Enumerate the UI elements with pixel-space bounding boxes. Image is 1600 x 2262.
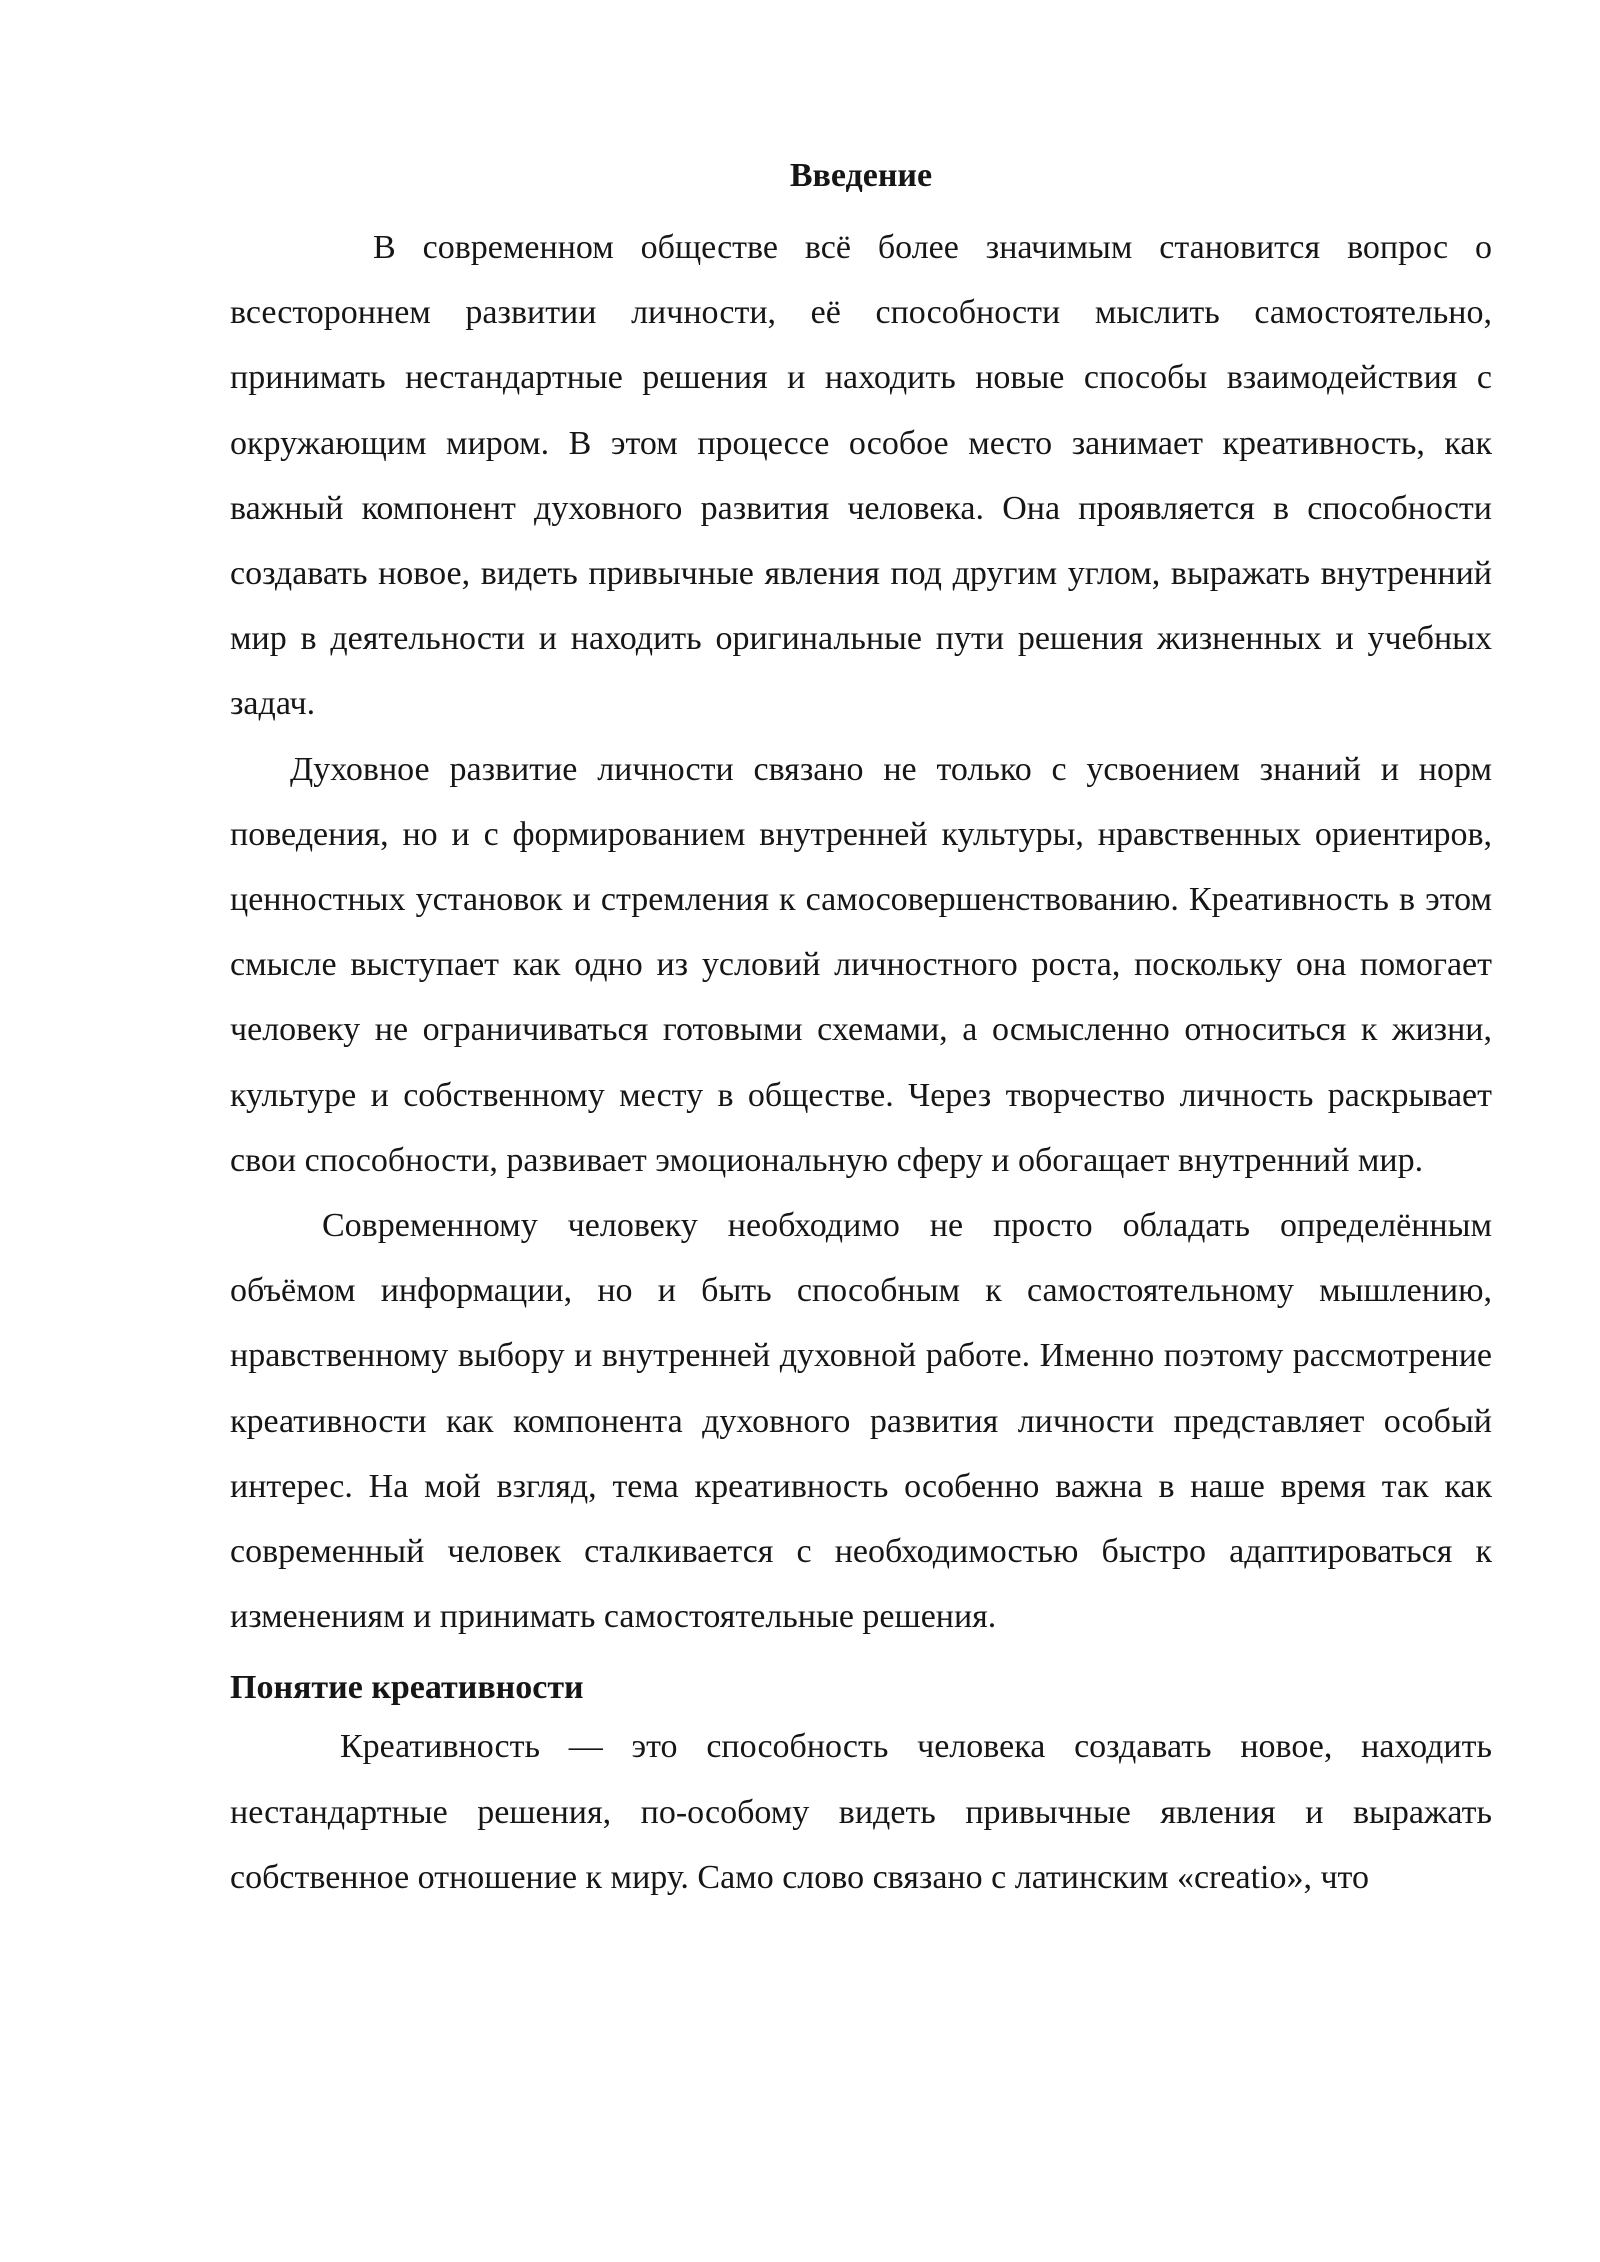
intro-paragraph-1: В современном обществе всё более значимым становится вопрос о всестороннем развитии личности, её способности мыслить самостоятельно, принимать нестандартные решения и находить новые способы взаимодействия с окружающим миром. В этом процессе особое место занимает креативность, как важный компонент духовного развития человека. Она проявляется в способности создавать новое, видеть привычные явления под другим углом, выражать внутренний мир в деятельности и находить оригинальные пути решения жизненных и учебных задач.	[230, 229, 1492, 723]
intro-paragraph-2: Духовное развитие личности связано не только с усвоением знаний и норм поведения, но и с формированием внутренней культуры, нравственных ориентиров, ценностных установок и стремления к самосовершенствованию. Креативность в этом смысле выступает как одно из условий личностного роста, поскольку она помогает человеку не ограничиваться готовыми схемами, а осмысленно относиться к жизни, культуре и собственному месту в обществе. Через творчество личность раскрывает свои способности, развивает эмоциональную сферу и обогащает внутренний мир.	[230, 750, 1492, 1179]
creativity-concept-paragraph: Креативность — это способность человека создавать новое, находить нестандартные решения, по-особому видеть привычные явления и выражать собственное отношение к миру. Само слово связано с латинским «creatio», что	[230, 1728, 1492, 1896]
creativity-concept-heading: Понятие креативности	[230, 1669, 584, 1707]
intro-paragraph-3: Современному человеку необходимо не просто обладать определённым объёмом информации, но и быть способным к самостоятельному мышлению, нравственному выбору и внутренней духовной работе. Именно поэтому рассмотрение креативности как компонента духовного развития личности представляет особый интерес. На мой взгляд, тема креативность особенно важна в наше время так как современный человек сталкивается с необходимостью быстро адаптироваться к изменениям и принимать самостоятельные решения.	[230, 1207, 1492, 1636]
document-body	[230, 150, 1492, 1910]
intro-heading: Введение	[789, 157, 933, 194]
